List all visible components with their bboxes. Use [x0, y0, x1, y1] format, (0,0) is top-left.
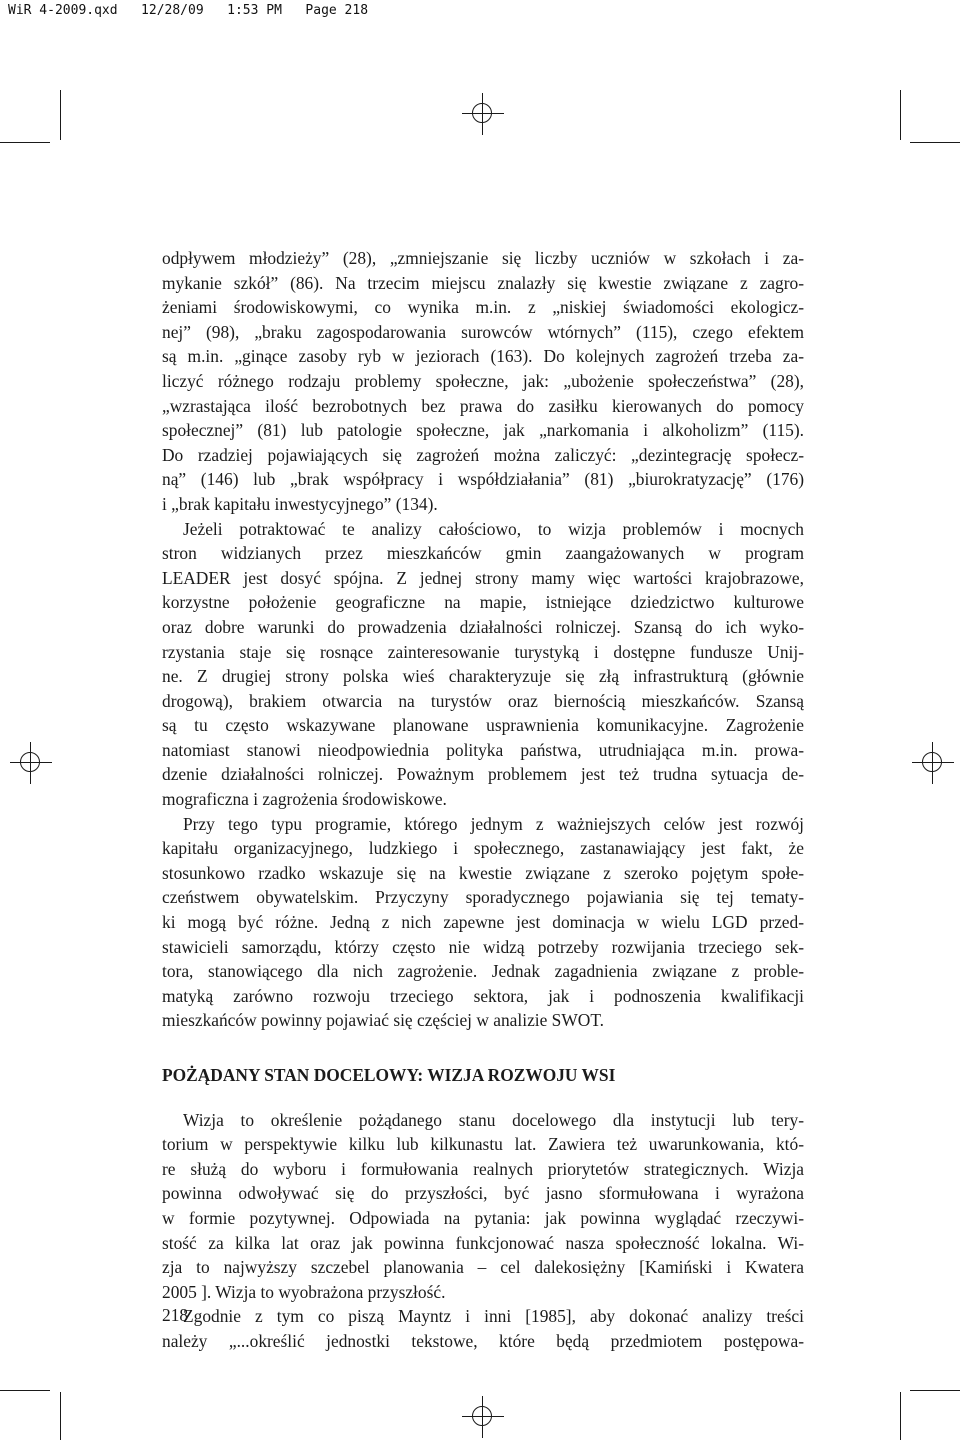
text-line: Przy tego typu programie, którego jednym z ważniejszych celów jest rozwój: [183, 813, 804, 834]
text-line: mykanie szkół” (86). Na trzecim miejscu znalazły się kwestie związane z zagro-: [162, 272, 804, 293]
text-line: odpływem młodzieży” (28), „zmniejszanie się liczby uczniów w szkołach i za-: [162, 248, 804, 268]
text-line: natomiast stanowi nieodpowiednia polityka państwa, utrudniająca m.in. prowa-: [162, 739, 804, 760]
text-line: 2005 ]. Wizja to wyobrażona przyszłość.: [162, 1281, 446, 1302]
text-line: należy „...określić jednostki tekstowe, które będą przedmiotem postępowa-: [162, 1330, 804, 1351]
text-line: torium w perspektywie kilku lub kilkunastu lat. Zawiera też uwarunkowania, któ-: [162, 1134, 804, 1155]
text-line: czeństwem obywatelskim. Przyczyny sporadycznego pojawiania się tej tematy-: [162, 887, 804, 908]
text-line: nej” (98), „braku zagospodarowania surowców wtórnych” (115), czego efektem: [162, 321, 804, 342]
text-line: rzystania staje się rosnące zainteresowanie turystyką i dostępne fundusze Unij-: [162, 641, 804, 662]
text-line: mograficzna i zagrożenia środowiskowe.: [162, 789, 447, 810]
paragraph: [162, 1304, 804, 1353]
page-number: 218: [162, 1305, 189, 1325]
crop-mark: [60, 1392, 61, 1440]
body-text: [162, 246, 804, 1354]
text-line: powinna odwoływać się do przyszłości, być jasno sformułowana i wyrażona: [162, 1183, 804, 1204]
text-line: oraz dobre warunki do prowadzenia działalności rolniczej. Szansą do ich wyko-: [162, 616, 804, 637]
text-line: ki mogą być różne. Jedną z nich zapewne jest dominacja w wielu LGD przed-: [162, 912, 804, 933]
text-line: korzystne położenie geograficzne na mapie, istniejące dziedzictwo kulturowe: [162, 592, 804, 613]
text-line: Do rzadziej pojawiających się zagrożeń można zaliczyć: „dezintegrację społecz-: [162, 444, 804, 465]
crop-mark: [900, 1392, 901, 1440]
text-line: matyką zarówno rozwoju trzeciego sektora, jak i podnoszenia kwalifikacji: [162, 985, 804, 1006]
text-line: Zgodnie z tym co piszą Mayntz i inni [1985], aby dokonać analizy treści: [183, 1306, 804, 1327]
text-line: kapitału organizacyjnego, ludzkiego i społecznego, zastanawiający jest fakt, że: [162, 838, 804, 859]
text-line: i „brak kapitału inwestycyjnego” (134).: [162, 493, 438, 514]
crop-mark: [910, 142, 960, 143]
print-slug: WiR 4-2009.qxd 12/28/09 1:53 PM Page 218: [8, 3, 369, 18]
crop-mark: [0, 1390, 50, 1391]
paragraph: [162, 517, 804, 812]
section-heading: POŻĄDANY STAN DOCELOWY: WIZJA ROZWOJU WSI: [162, 1065, 616, 1085]
registration-mark-right: [912, 742, 954, 784]
text-line: społecznej” (81) lub patologie społeczne, jak „narkomania i alkoholizm” (115).: [162, 420, 804, 441]
registration-mark-left: [10, 742, 52, 784]
text-line: re służą do wyboru i formułowania realnych priorytetów strategicznych. Wizja: [162, 1158, 804, 1179]
registration-mark-top: [462, 93, 504, 135]
text-line: ne. Z drugiej strony polska wieś charakteryzuje się złą infrastrukturą (głównie: [162, 666, 804, 687]
crop-mark: [910, 1390, 960, 1391]
text-line: Wizja to określenie pożądanego stanu docelowego dla instytucji lub tery-: [183, 1109, 804, 1130]
text-line: stosunkowo rzadko wskazuje się na kwestie związane z szeroko pojętym społe-: [162, 862, 804, 883]
paragraph: [162, 812, 804, 1033]
text-line: dzenie działalności rolniczej. Poważnym problemem jest też trudna sytuacja de-: [162, 764, 804, 785]
crop-mark: [900, 90, 901, 140]
text-line: LEADER jest dosyć spójna. Z jednej strony mamy więc wartości krajobrazowe,: [162, 567, 804, 588]
registration-mark-bottom: [462, 1396, 504, 1438]
text-line: stość za kilka lat oraz jak powinna funkcjonować nasza społeczność lokalna. Wi-: [162, 1232, 804, 1253]
paragraph: [162, 246, 804, 517]
text-line: zja to najwyższy szczebel planowania – cel dalekosiężny [Kamiński i Kwatera: [162, 1257, 804, 1278]
text-line: stron widzianych przez mieszkańców gmin zaangażowanych w program: [162, 543, 804, 564]
text-line: mieszkańców powinny pojawiać się częściej w analizie SWOT.: [162, 1010, 605, 1031]
text-line: stawicieli samorządu, którzy często nie widzą potrzeby rozwijania trzeciego sek-: [162, 936, 804, 957]
text-line: drogową), brakiem otwarcia na turystów oraz biernością mieszkańców. Szansą: [162, 690, 804, 711]
crop-mark: [60, 90, 61, 140]
paragraph: [162, 1108, 804, 1305]
text-line: są m.in. „ginące zasoby ryb w jeziorach (163). Do kolejnych zagrożeń trzeba za-: [162, 346, 804, 367]
text-line: „wzrastająca ilość bezrobotnych bez prawa do zasiłku kierowanych do pomocy: [162, 395, 804, 416]
text-line: są tu często wskazywane planowane usprawnienia komunikacyjne. Zagrożenie: [162, 715, 804, 736]
text-line: ną” (146) lub „brak współpracy i współdziałania” (81) „biurokratyzację” (176): [162, 469, 804, 490]
text-line: w formie pozytywnej. Odpowiada na pytania: jak powinna wyglądać rzeczywi-: [162, 1207, 804, 1228]
text-line: tora, stanowiącego dla nich zagrożenie. Jednak zagadnienia związane z proble-: [162, 961, 804, 982]
text-line: liczyć różnego rodzaju problemy społeczne, jak: „ubożenie społeczeństwa” (28),: [162, 370, 804, 391]
crop-mark: [0, 142, 50, 143]
text-line: żeniami środowiskowymi, co wynika m.in. z „niskiej świadomości ekologicz-: [162, 297, 804, 318]
text-line: Jeżeli potraktować te analizy całościowo, to wizja problemów i mocnych: [183, 518, 804, 539]
